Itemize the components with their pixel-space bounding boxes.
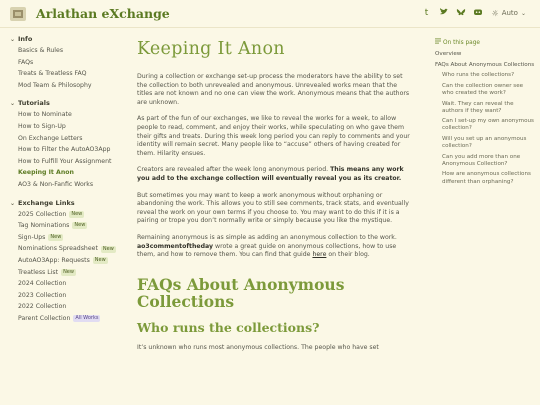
section-heading: FAQs About Anonymous Collections <box>137 274 345 311</box>
sidebar-item[interactable] <box>0 45 120 57</box>
sidebar-item[interactable] <box>0 144 120 156</box>
sidebar-item[interactable] <box>0 121 120 133</box>
sidebar-item-label: 2024 Collection <box>18 280 67 288</box>
sidebar-item[interactable] <box>0 278 120 290</box>
status-badge: New <box>71 210 83 217</box>
toc-link[interactable]: Can you add more than one Anonymous Collection? <box>442 153 521 167</box>
site-title[interactable]: Arlathan eXchange <box>36 6 170 21</box>
toc-link[interactable]: Can I set-up my own anonymous collection? <box>442 118 534 132</box>
bluesky-icon[interactable] <box>455 7 467 19</box>
sidebar-item-label: 2023 Collection <box>18 291 67 299</box>
paragraph-text: wrote a great guide on anonymous collections, how to use them, and how to remove them. You can find that guide <box>137 242 397 259</box>
sidebar-item[interactable] <box>0 133 120 145</box>
sidebar-item-label: Nominations Spreadsheet <box>18 245 98 253</box>
toc-link[interactable]: Will you set up an anonymous collection? <box>442 135 527 150</box>
toc-link[interactable]: How are anonymous collections different than orphaning? <box>442 171 531 185</box>
sidebar-item[interactable] <box>0 290 120 302</box>
sidebar-item-label: How to Fulfill Your Assignment <box>18 157 112 165</box>
paragraph-text: Remaining anonymous is as simple as adding an anonymous collection to the work. <box>137 233 397 241</box>
toc-link[interactable]: Can the collection owner see who created the work? <box>442 82 524 96</box>
toc-list <box>435 51 535 185</box>
nav-section-header[interactable] <box>0 34 120 45</box>
chevron-down-icon: ⌄ <box>520 9 526 17</box>
status-badge: New <box>74 222 86 229</box>
author-name: ao3commentoftheday <box>137 242 214 250</box>
guide-link[interactable]: here <box>312 251 327 259</box>
nav-section-header[interactable] <box>0 198 120 209</box>
nav-section-title: Info <box>18 35 33 43</box>
nav-section <box>0 198 120 325</box>
sidebar-item[interactable] <box>0 156 120 168</box>
chevron-down-icon: ⌄ <box>10 36 16 43</box>
sidebar-item-label: Treatless List <box>18 268 59 276</box>
list-icon <box>435 38 441 48</box>
sidebar-item[interactable] <box>0 209 120 221</box>
nav-section-title: Tutorials <box>18 99 50 108</box>
toc-link[interactable]: Who runs the collections? <box>442 72 515 79</box>
sidebar-item-label: On Exchange Letters <box>18 134 83 142</box>
sidebar-item-label: AutoAO3App: Requests <box>18 256 90 264</box>
toc-heading-label: On this page <box>443 40 480 46</box>
sidebar-item-label: 2022 Collection <box>18 303 67 311</box>
theme-select[interactable] <box>492 9 526 18</box>
sidebar-item-label: How to Filter the AutoAO3App <box>18 146 111 154</box>
status-badge: New <box>63 268 74 275</box>
toc-link[interactable]: Overview <box>435 51 462 58</box>
sidebar-item[interactable] <box>0 301 120 313</box>
sidebar-nav <box>0 34 120 331</box>
header-actions <box>416 7 526 19</box>
nav-section-title: Exchange Links <box>18 198 75 207</box>
chevron-down-icon: ⌄ <box>10 199 16 207</box>
sidebar-item-label: Sign-Ups <box>18 233 46 241</box>
top-bar <box>0 0 540 28</box>
sidebar-item[interactable] <box>0 179 120 191</box>
page-title: Keeping It Anon <box>137 39 285 59</box>
toc-link[interactable]: Wait. They can reveal the authors if they want? <box>442 100 514 114</box>
sidebar-item[interactable] <box>0 68 120 80</box>
discord-icon[interactable] <box>472 7 484 19</box>
table-of-contents <box>435 38 535 186</box>
sidebar-item[interactable] <box>0 243 120 255</box>
sidebar-item-label: Parent Collection <box>18 314 71 322</box>
sidebar-item[interactable] <box>0 232 120 244</box>
tumblr-icon[interactable]: t <box>424 8 429 18</box>
sidebar-item-label: Keeping It Anon <box>18 169 74 177</box>
nav-section-header[interactable] <box>0 98 120 109</box>
sidebar-item-label: Basics & Rules <box>18 47 64 54</box>
status-badge: All Works <box>75 315 99 322</box>
toc-heading <box>435 38 535 48</box>
sidebar-item[interactable] <box>0 267 120 279</box>
paragraph-text: Creators are revealed after the week long anonymous period. <box>137 166 331 174</box>
sidebar-item-label: Mod Team & Philosophy <box>18 81 92 89</box>
sidebar-item[interactable] <box>0 220 120 232</box>
sidebar-item-label: How to Sign-Up <box>18 122 66 130</box>
sidebar-item[interactable] <box>0 57 120 69</box>
paragraph: But sometimes you may want to keep a work anonymous without orphaning or abandoning the work. This allows you to still see comments, track stats, and eventually reveal the work on your own terms if you choose to. You may want to do this if it is a pairing or trope you don’t normally write or simply because you like the mystique. <box>137 191 409 225</box>
site-logo-icon[interactable] <box>10 7 26 21</box>
nav-section <box>0 34 120 91</box>
sidebar-item[interactable] <box>0 313 120 325</box>
sidebar-item[interactable] <box>0 80 120 92</box>
sidebar-item-label: Tag Nominations <box>18 222 70 230</box>
paragraph-text: on their blog. <box>326 251 370 259</box>
main-content <box>137 34 412 352</box>
theme-label: Auto <box>501 9 518 17</box>
sidebar-item-label: Treats & Treatless FAQ <box>18 70 87 78</box>
sidebar-item-label: AO3 & Non-Fanfic Works <box>18 180 94 188</box>
sidebar-item[interactable] <box>0 167 120 179</box>
subsection-heading: Who runs the collections? <box>137 319 320 335</box>
sidebar-item-label: FAQs <box>18 58 34 66</box>
twitter-icon[interactable] <box>438 7 450 19</box>
status-badge: New <box>94 257 106 264</box>
status-badge: New <box>102 245 114 252</box>
nav-section <box>0 98 120 190</box>
paragraph: It’s unknown who runs most anonymous collections. The people who have set <box>137 343 379 351</box>
paragraph-emphasis: This means any work you add to the exchange collection will eventually reveal you as its creator. <box>137 166 404 182</box>
sidebar-item[interactable] <box>0 109 120 121</box>
paragraph: As part of the fun of our exchanges, we like to reveal the works for a week, to allow people to read, comment, and enjoy their works, while speculating on who gave them their gifts and treats. During this week long period you can reply to comments and your identity will remain secret. Many people like to “accuse” others of having created for them. Hilarity ensues. <box>137 115 410 157</box>
paragraph: During a collection or exchange set-up process the moderators have the ability to set the collection to both unrevealed and anonymous. Unrevealed works mean that the titles are not known and no one can view the work. Anonymous means that the authors are unknown. <box>137 73 410 106</box>
paragraph <box>137 234 412 260</box>
sun-icon: ☼ <box>491 8 499 18</box>
toc-link[interactable]: FAQs About Anonymous Collections <box>435 61 535 68</box>
status-badge: New <box>50 234 62 241</box>
sidebar-item-label: How to Nominate <box>18 111 72 119</box>
chevron-down-icon: ⌄ <box>10 100 16 108</box>
sidebar-item[interactable] <box>0 255 120 267</box>
sidebar-item-label: 2025 Collection <box>18 210 67 218</box>
paragraph <box>137 166 412 183</box>
